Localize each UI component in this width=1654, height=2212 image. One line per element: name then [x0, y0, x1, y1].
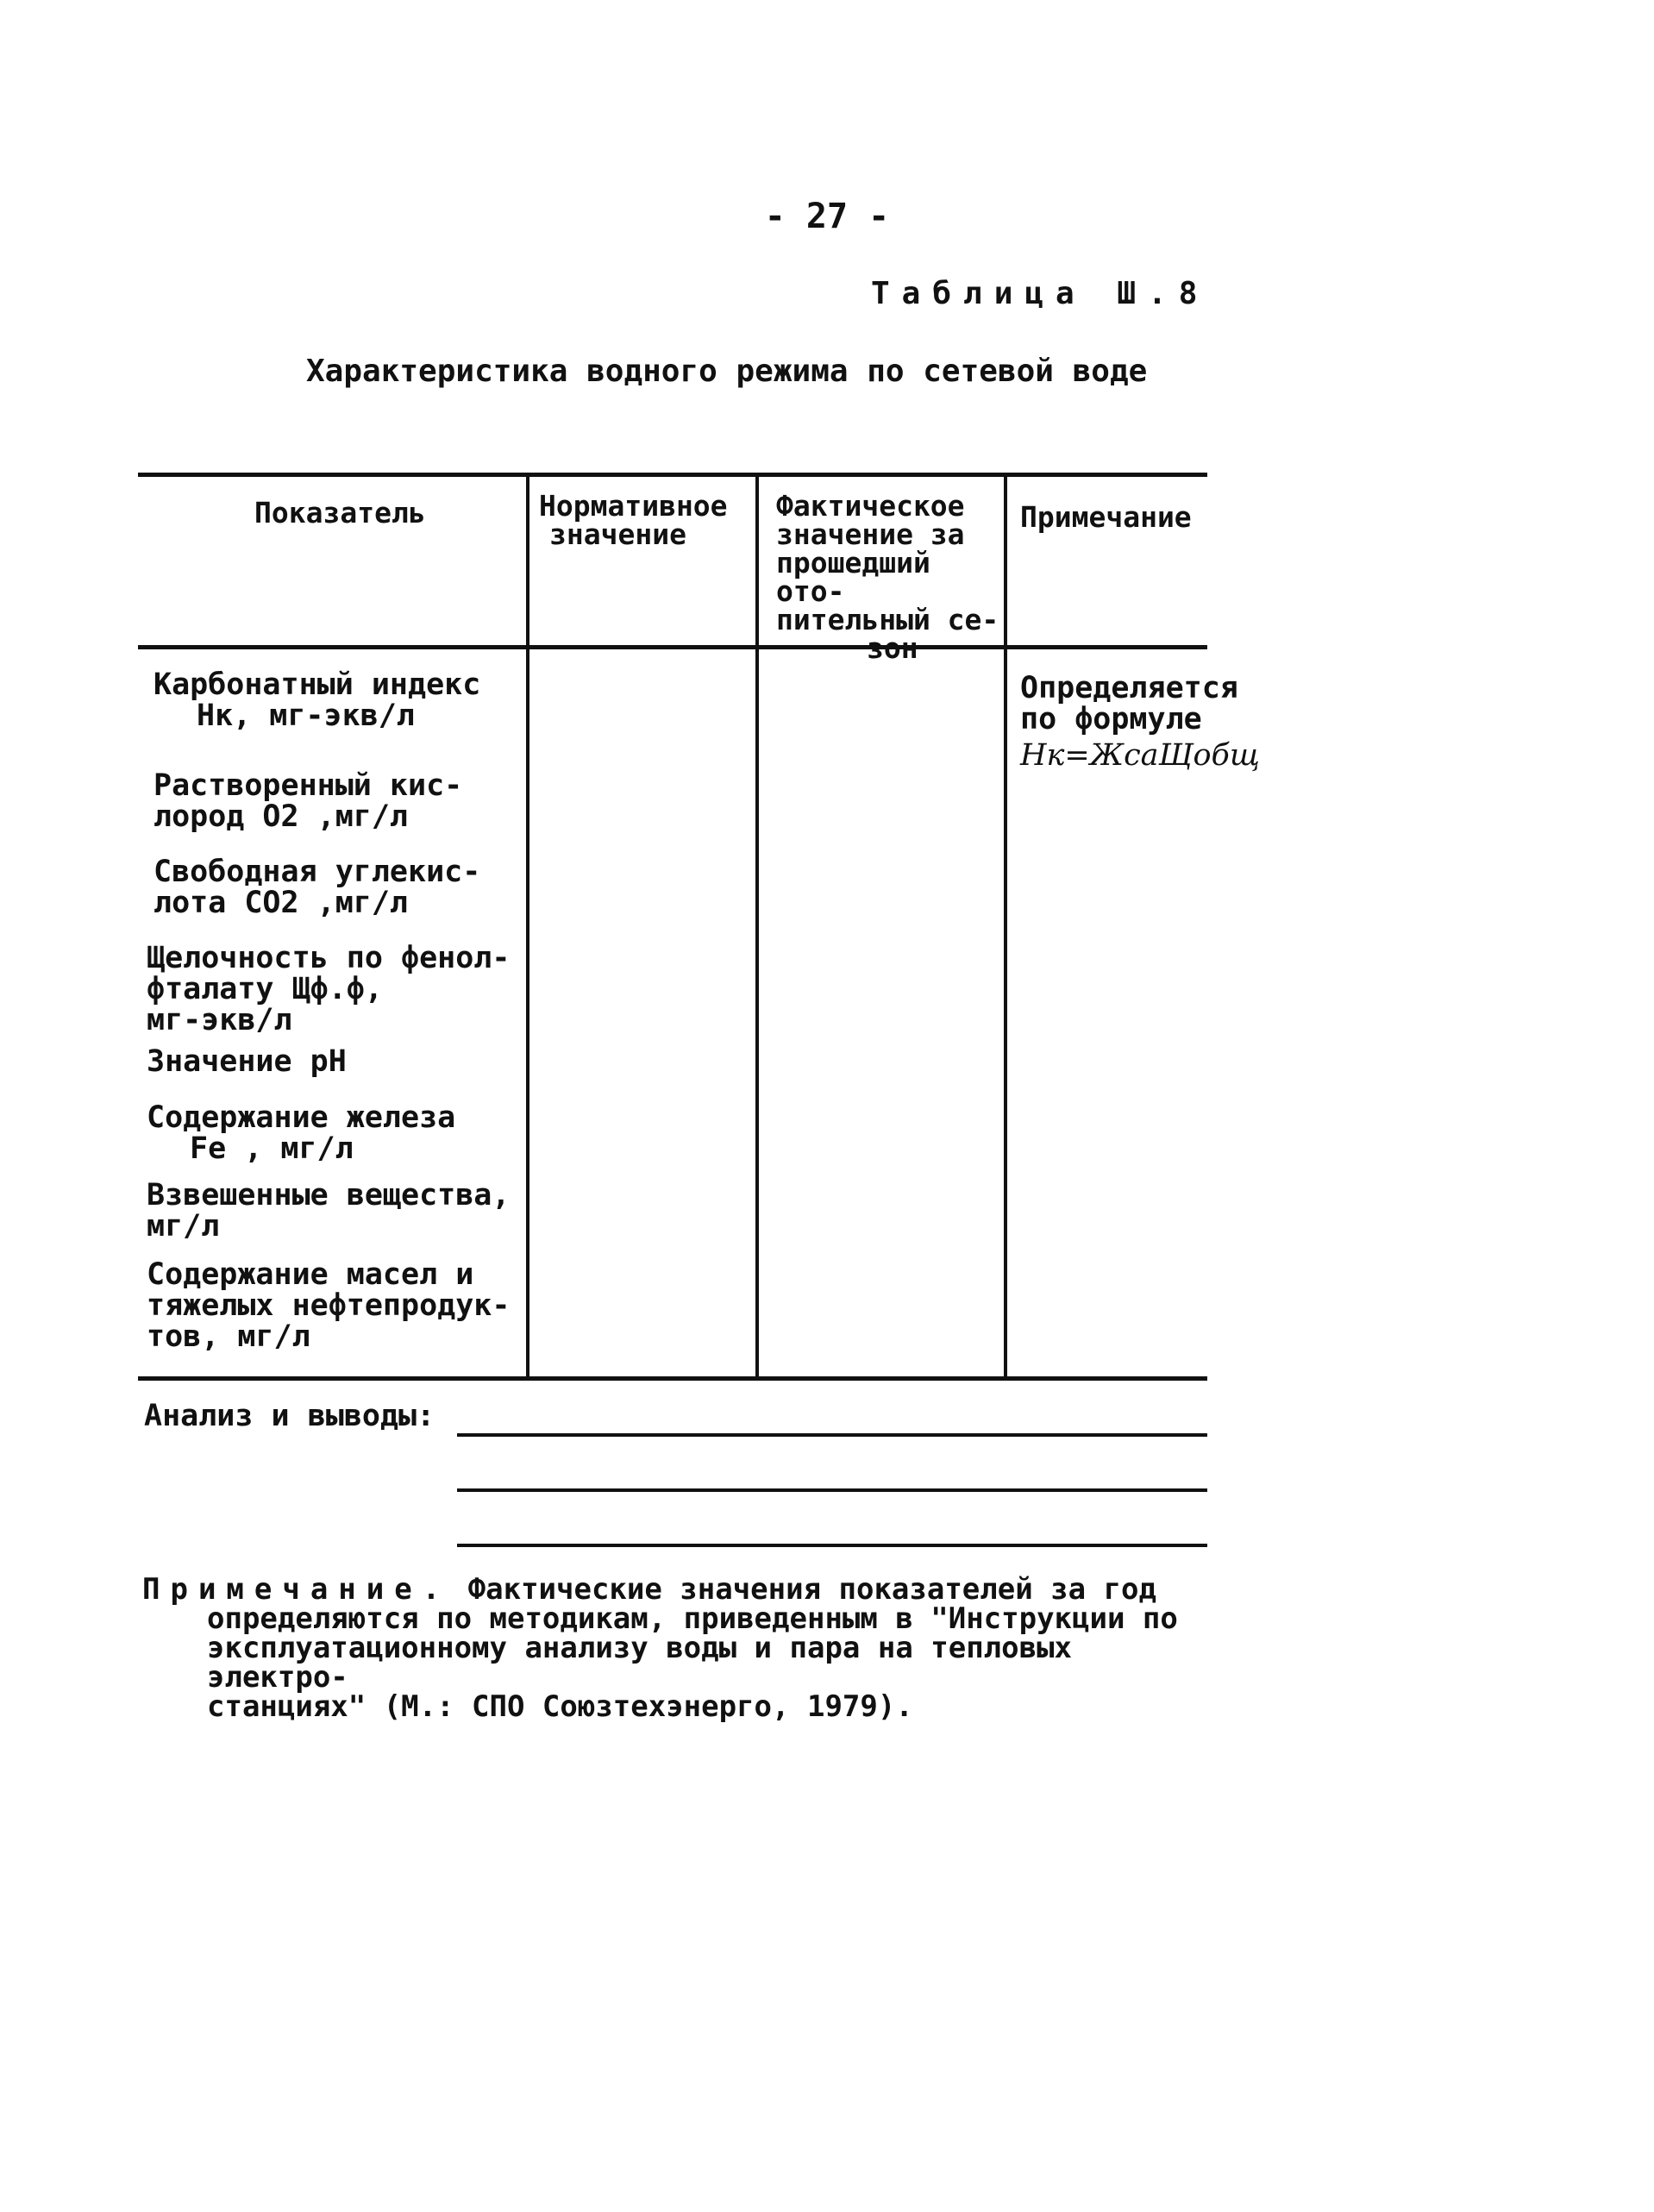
row-ph: Значение pH [147, 1044, 347, 1079]
remark-note: Примечание. Фактические значения показателей за год определяются по методикам, приведенным в "Инструкции по эксплуатационному анализу воды и пара на тепловых электро- станциях" (М.: СПО Союзтехэнерго, 1979). [142, 1572, 1178, 1724]
table-top-rule [138, 473, 1207, 477]
water-regime-table [138, 473, 1260, 1378]
row-carbonate-index: Карбонатный индекс Нк, мг-экв/л [153, 667, 481, 733]
row-alkalinity: Щелочность по фенол- фталату Щф.ф, мг-экв/л [147, 941, 511, 1037]
analysis-line-1 [457, 1433, 1207, 1437]
header-actual: Фактическое значение за прошедший ото- пительный се- зон [776, 489, 999, 665]
header-rule [138, 645, 1207, 649]
row-free-co2: Свободная углекис- лота СО2 ,мг/л [153, 855, 481, 920]
column-divider-1 [526, 473, 529, 1378]
header-normative: Нормативное значение [539, 489, 728, 551]
table-title: Характеристика водного режима по сетевой воде [306, 354, 1148, 389]
row-oils: Содержание масел и тяжелых нефтепродук- тов, мг/л [147, 1257, 511, 1354]
page-number: - 27 - [764, 197, 890, 236]
note-carbonate-formula: Определяется по формуле Нк=ЖсаЩобщ [1020, 671, 1260, 773]
table-label: Таблица Ш.8 [871, 276, 1210, 311]
table-bottom-rule [138, 1376, 1207, 1381]
analysis-line-3 [457, 1544, 1207, 1547]
analysis-line-2 [457, 1488, 1207, 1492]
header-remark: Примечание [1020, 500, 1192, 534]
row-dissolved-oxygen: Растворенный кис- лород О2 ,мг/л [153, 768, 463, 834]
header-indicator: Показатель [254, 496, 426, 530]
row-suspended-matter: Взвешенные вещества, мг/л [147, 1178, 511, 1244]
analysis-label: Анализ и выводы: [144, 1399, 435, 1433]
remark-lead: Примечание. [142, 1572, 451, 1607]
row-iron: Содержание железа Fe , мг/л [147, 1100, 456, 1166]
column-divider-2 [755, 473, 759, 1378]
